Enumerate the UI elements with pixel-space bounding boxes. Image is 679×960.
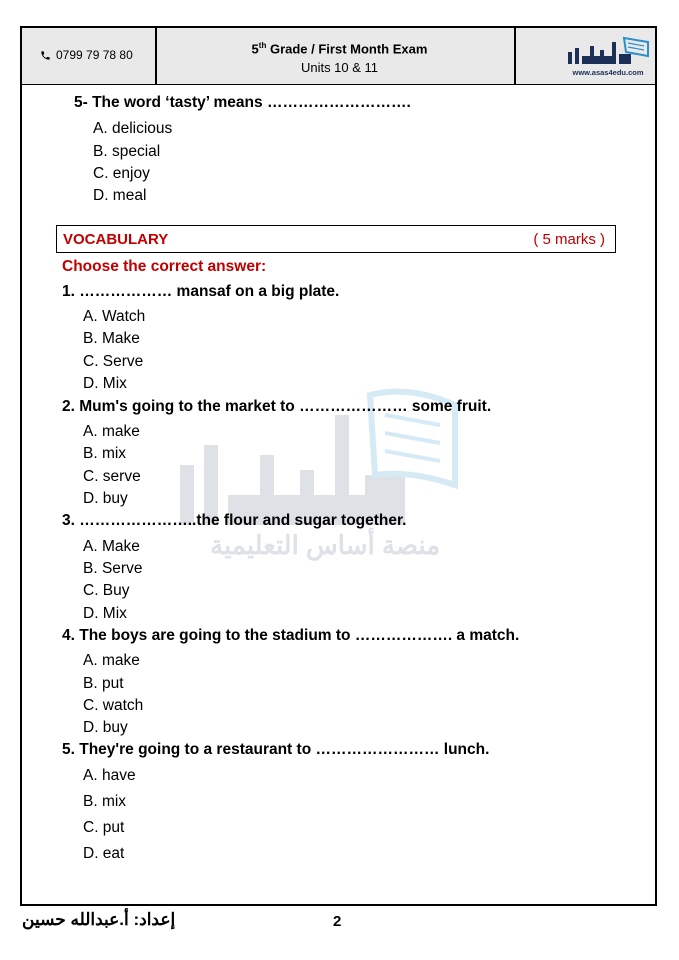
question-text: The boys are going to the stadium to ………………. a match. [79, 627, 520, 644]
question-text: …………………..the flour and sugar together. [79, 512, 407, 529]
section-instruction: Choose the correct answer: [62, 258, 267, 275]
watermark-tagline: منصة أساس التعليمية [210, 530, 441, 560]
question-text: ……………… mansaf on a big plate. [79, 283, 340, 300]
section-header-box [56, 225, 616, 253]
section-title: VOCABULARY [63, 231, 169, 248]
question-4 [62, 627, 519, 645]
option-c: C. serve [83, 468, 141, 485]
logo-url: www.asas4edu.com [572, 68, 644, 77]
option-c: C. Serve [83, 353, 144, 370]
question-number: 5. [62, 741, 75, 758]
question-number: 4. [62, 627, 75, 644]
option-c: C. put [83, 819, 125, 836]
prev-option-a: A. delicious [93, 120, 173, 137]
option-b: B. put [83, 675, 124, 692]
phone-number [40, 48, 133, 62]
option-d: D. Mix [83, 605, 127, 622]
phone-text: 0799 79 78 80 [56, 48, 133, 62]
grade-suffix: th [258, 41, 267, 50]
question-text: Mum's going to the market to ………………… some fruit. [79, 398, 492, 415]
author-signature: إعداد: أ.عبدالله حسين [22, 910, 176, 929]
question-1 [62, 283, 339, 301]
question-3 [62, 512, 407, 530]
prev-question-text: 5- The word ‘tasty’ means ………………………. [74, 94, 411, 111]
option-a: A. Watch [83, 308, 146, 325]
question-2 [62, 398, 491, 416]
exam-title [162, 36, 517, 77]
prev-option-d: D. meal [93, 187, 147, 204]
grade-number: 5 [251, 41, 259, 57]
asas-logo-icon [562, 34, 654, 68]
option-d: D. buy [83, 719, 128, 736]
option-c: C. Buy [83, 582, 130, 599]
header-divider [155, 28, 157, 84]
option-a: A. have [83, 767, 136, 784]
title-text: Grade / First Month Exam [266, 41, 428, 57]
option-b: B. Serve [83, 560, 143, 577]
phone-icon [40, 50, 51, 61]
option-b: B. Make [83, 330, 140, 347]
option-d: D. buy [83, 490, 128, 507]
option-d: D. Mix [83, 375, 127, 392]
prev-option-c: C. enjoy [93, 165, 150, 182]
question-number: 1. [62, 283, 75, 300]
option-b: B. mix [83, 793, 127, 810]
option-a: A. make [83, 423, 140, 440]
question-number: 3. [62, 512, 75, 529]
exam-subtitle: Units 10 & 11 [300, 60, 379, 76]
page-number: 2 [333, 913, 342, 930]
question-text: They're going to a restaurant to …………………… lunch. [79, 741, 490, 758]
option-a: A. make [83, 652, 140, 669]
option-c: C. watch [83, 697, 144, 714]
option-a: A. Make [83, 538, 140, 555]
header-bar [22, 28, 655, 85]
site-logo [562, 34, 654, 80]
prev-option-b: B. special [93, 143, 161, 160]
question-number: 2. [62, 398, 75, 415]
question-5 [62, 741, 489, 759]
section-marks: ( 5 marks ) [533, 231, 605, 248]
option-d: D. eat [83, 845, 125, 862]
option-b: B. mix [83, 445, 127, 462]
